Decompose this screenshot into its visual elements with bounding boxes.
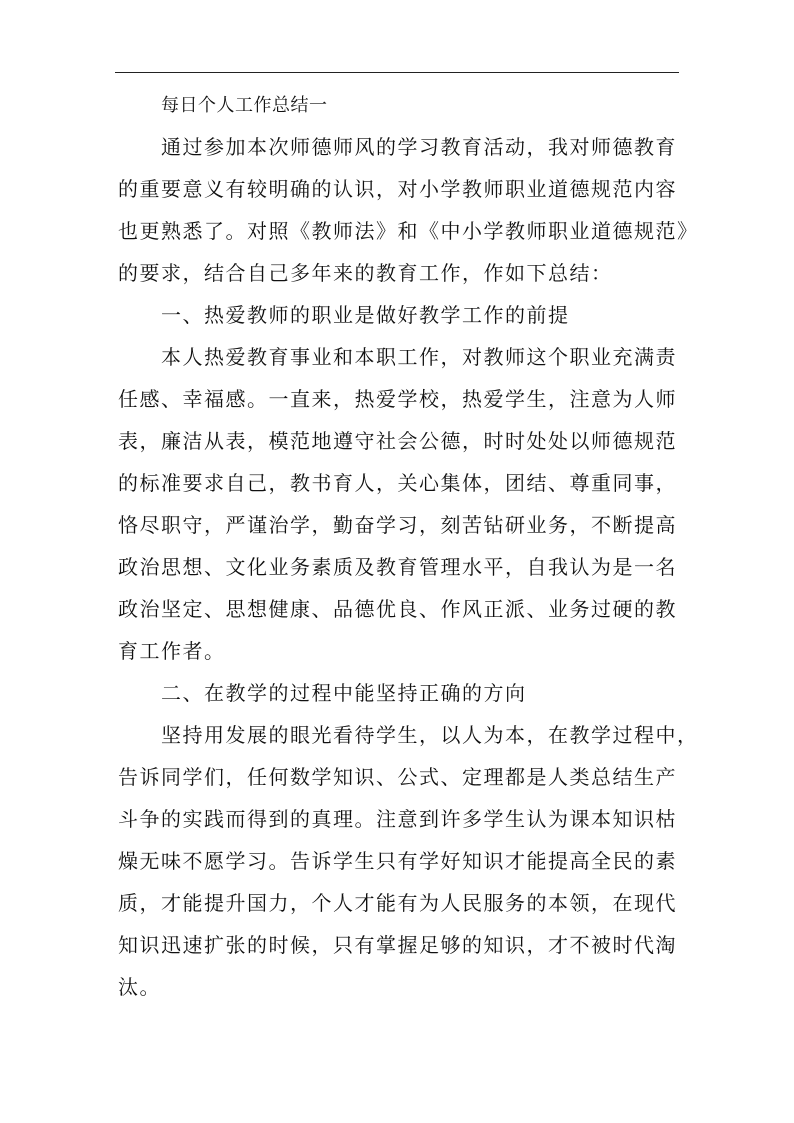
- header-rule: [115, 72, 679, 73]
- document-title: 每日个人工作总结一: [161, 95, 328, 116]
- text-line-4: 的要求，结合自己多年来的教育工作，作如下总结：: [118, 261, 613, 285]
- text-line-15: 坚持用发展的眼光看待学生，以人为本，在教学过程中，: [161, 723, 699, 747]
- text-line-21: 汰。: [118, 975, 161, 999]
- text-line-10: 恪尽职守，严谨治学，勤奋学习，刻苦钻研业务，不断提高: [118, 513, 677, 537]
- text-line-9: 的标准要求自己，教书育人，关心集体，团结、尊重同事，: [118, 471, 677, 495]
- text-line-13: 育工作者。: [118, 639, 226, 663]
- text-line-6: 本人热爱教育事业和本职工作，对教师这个职业充满责: [161, 345, 677, 369]
- text-line-17: 斗争的实践而得到的真理。注意到许多学生认为课本知识枯: [118, 807, 677, 831]
- section-heading-1: 一、热爱教师的职业是做好教学工作的前提: [161, 303, 570, 327]
- text-line-1: 通过参加本次师德师风的学习教育活动，我对师德教育: [161, 135, 677, 159]
- text-line-8: 表，廉洁从表，模范地遵守社会公德，时时处处以师德规范: [118, 429, 677, 453]
- text-line-18: 燥无味不愿学习。告诉学生只有学好知识才能提高全民的素: [118, 849, 677, 873]
- text-line-11: 政治思想、文化业务素质及教育管理水平，自我认为是一名: [118, 555, 677, 579]
- text-line-19: 质，才能提升国力，个人才能有为人民服务的本领，在现代: [118, 891, 677, 915]
- document-body: [118, 92, 699, 1008]
- text-line-7: 任感、幸福感。一直来，热爱学校，热爱学生，注意为人师: [118, 387, 677, 411]
- text-line-16: 告诉同学们，任何数学知识、公式、定理都是人类总结生产: [118, 765, 677, 789]
- text-line-12: 政治坚定、思想健康、品德优良、作风正派、业务过硬的教: [118, 597, 677, 621]
- text-line-2: 的重要意义有较明确的认识，对小学教师职业道德规范内容: [118, 177, 677, 201]
- section-heading-2: 二、在教学的过程中能坚持正确的方向: [161, 681, 527, 705]
- text-line-20: 知识迅速扩张的时候，只有掌握足够的知识，才不被时代淘: [118, 933, 677, 957]
- text-line-3: 也更熟悉了。对照《教师法》和《中小学教师职业道德规范》: [118, 219, 699, 243]
